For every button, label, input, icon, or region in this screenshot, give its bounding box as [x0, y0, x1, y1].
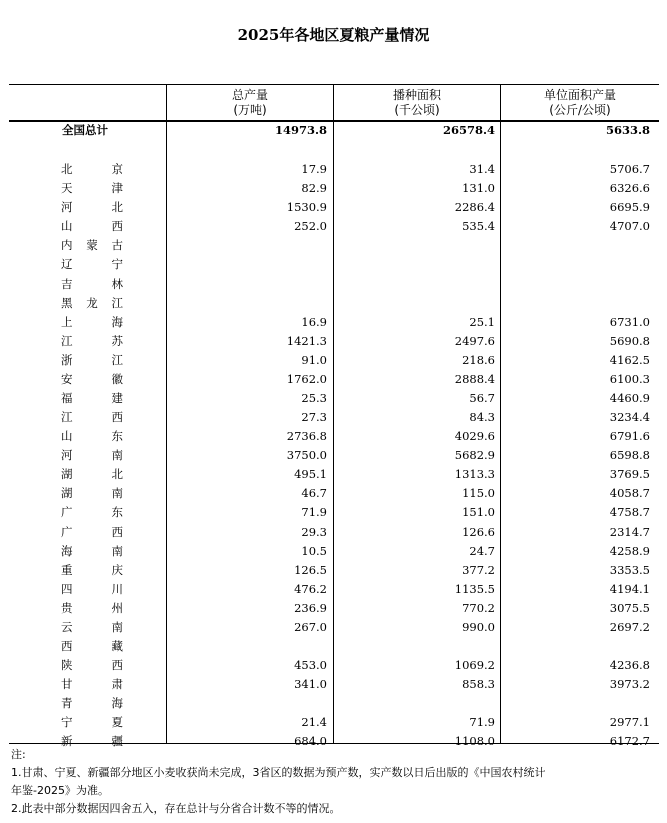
region-name-char: 重 — [61, 562, 73, 577]
table-row — [9, 427, 659, 446]
region-name — [61, 599, 123, 618]
region-name-char: 苏 — [111, 333, 123, 348]
area-cell: 1313.3 — [454, 467, 495, 482]
area-cell: 126.6 — [462, 524, 495, 539]
region-name-char: 吉 — [61, 276, 73, 291]
area-cell: 24.7 — [469, 543, 495, 558]
region-name-char: 山 — [61, 219, 73, 234]
table-row — [9, 255, 659, 274]
region-name-char: 疆 — [111, 734, 123, 749]
area-cell: 377.2 — [462, 562, 495, 577]
area-cell: 858.3 — [462, 677, 495, 692]
note-line: 年鉴-2025》为准。 — [11, 784, 109, 797]
region-name — [61, 713, 123, 732]
region-name — [61, 637, 123, 656]
table-row — [9, 523, 659, 542]
output-cell: 27.3 — [301, 410, 327, 424]
table-row — [9, 484, 659, 503]
yield-cell: 4236.8 — [609, 658, 650, 673]
note-line: 2.此表中部分数据因四舍五入，存在总计与分省合计数不等的情况。 — [11, 802, 341, 815]
region-name — [61, 427, 123, 446]
region-name-char: 西 — [111, 524, 123, 539]
header-yield-unit: (公斤/公顷) — [549, 103, 611, 117]
region-name-char: 辽 — [61, 257, 73, 272]
region-name-char: 江 — [111, 352, 123, 367]
total-area: 26578.4 — [442, 123, 495, 137]
region-name-char: 京 — [111, 162, 123, 176]
area-cell: 1108.0 — [454, 734, 495, 749]
yield-cell: 2977.1 — [609, 715, 650, 730]
region-name — [61, 332, 123, 351]
output-cell: 684.0 — [294, 734, 327, 749]
table-row — [9, 561, 659, 580]
region-name-char: 广 — [61, 524, 73, 539]
region-name-char: 内 — [61, 238, 73, 253]
table-row — [9, 370, 659, 389]
region-name-char: 西 — [111, 658, 123, 673]
region-name-char: 北 — [111, 200, 123, 215]
region-name — [61, 236, 123, 255]
area-cell: 535.4 — [462, 219, 495, 234]
header-yield-label: 单位面积产量 — [543, 88, 616, 102]
note-line: 1.甘肃、宁夏、新疆部分地区小麦收获尚未完成，3省区的数据为预产数，实产数以日后出版的《中国农村统计 — [11, 766, 546, 779]
total-label: 全国总计 — [62, 123, 108, 137]
output-cell: 82.9 — [301, 181, 327, 196]
region-name-char: 黑 — [61, 295, 73, 310]
region-name-char: 江 — [61, 410, 73, 424]
table-row — [9, 236, 659, 255]
region-name-char: 龙 — [86, 295, 98, 310]
region-name-char: 云 — [61, 619, 73, 634]
output-cell: 126.5 — [294, 562, 327, 577]
output-cell: 3750.0 — [286, 448, 327, 463]
table-row — [9, 160, 659, 179]
yield-cell: 3769.5 — [609, 467, 650, 482]
region-name — [61, 656, 123, 675]
region-name-char: 江 — [111, 295, 123, 310]
area-cell: 151.0 — [462, 505, 495, 520]
table-row — [9, 275, 659, 294]
region-name-char: 州 — [111, 600, 123, 615]
yield-cell: 3973.2 — [609, 677, 650, 692]
table-row — [9, 179, 659, 198]
table-row — [9, 580, 659, 599]
yield-cell: 5690.8 — [609, 333, 650, 348]
yield-cell: 6731.0 — [609, 314, 650, 329]
table-row — [9, 351, 659, 370]
output-cell: 91.0 — [301, 352, 327, 367]
area-cell: 770.2 — [462, 600, 495, 615]
region-name — [61, 198, 123, 217]
table-row — [9, 313, 659, 332]
region-name-char: 西 — [61, 639, 73, 653]
table-row — [9, 599, 659, 618]
region-name — [61, 160, 123, 179]
yield-cell: 2314.7 — [609, 524, 650, 539]
region-name-char: 北 — [61, 162, 73, 176]
region-name-char: 河 — [61, 448, 73, 463]
region-name-char: 蒙 — [86, 238, 98, 253]
region-name-char: 甘 — [61, 677, 73, 692]
output-cell: 1530.9 — [286, 200, 327, 215]
region-name — [61, 618, 123, 637]
area-cell: 1135.5 — [454, 581, 495, 596]
output-cell: 2736.8 — [286, 429, 327, 444]
region-name-char: 河 — [61, 200, 73, 215]
table-row — [9, 694, 659, 713]
region-name — [61, 275, 123, 294]
output-cell: 1762.0 — [286, 371, 327, 386]
region-name-char: 川 — [111, 581, 123, 596]
region-name-char: 肃 — [111, 677, 123, 692]
yield-cell: 4460.9 — [609, 391, 650, 405]
table-title: 2025年各地区夏粮产量情况 — [237, 26, 430, 44]
region-name-char: 藏 — [111, 639, 123, 653]
header-area-unit: (千公顷) — [394, 103, 440, 117]
total-row — [9, 121, 659, 140]
area-cell: 5682.9 — [454, 448, 495, 463]
yield-cell: 6598.8 — [609, 448, 650, 463]
region-name-char: 徽 — [111, 371, 123, 386]
area-cell: 990.0 — [462, 619, 495, 634]
area-cell: 1069.2 — [454, 658, 495, 673]
region-name — [61, 675, 123, 694]
header-output-unit: (万吨) — [233, 103, 267, 117]
region-name-char: 贵 — [61, 600, 73, 615]
region-name — [61, 408, 123, 427]
region-name-char: 西 — [111, 410, 123, 424]
region-name — [61, 351, 123, 370]
region-name — [61, 255, 123, 274]
region-name — [61, 694, 123, 713]
output-cell: 495.1 — [294, 467, 327, 482]
output-cell: 21.4 — [301, 715, 327, 730]
table-row — [9, 542, 659, 561]
region-name-char: 青 — [61, 696, 73, 711]
footnotes — [11, 746, 656, 818]
total-yield: 5633.8 — [605, 123, 650, 137]
region-name-char: 山 — [61, 429, 73, 444]
table-row — [9, 637, 659, 656]
region-name-char: 东 — [111, 429, 123, 444]
area-cell: 2497.6 — [454, 333, 495, 348]
region-name-char: 建 — [111, 391, 123, 405]
region-name-char: 湖 — [61, 467, 73, 482]
area-cell: 31.4 — [469, 162, 495, 176]
area-cell: 56.7 — [469, 391, 495, 405]
area-cell: 218.6 — [462, 352, 495, 367]
region-name-char: 古 — [111, 238, 123, 253]
total-output: 14973.8 — [274, 123, 327, 137]
region-name-char: 海 — [111, 696, 123, 711]
table-row — [9, 408, 659, 427]
output-cell: 17.9 — [301, 162, 327, 176]
header-area — [334, 88, 500, 118]
region-name-char: 南 — [111, 543, 123, 558]
output-cell: 10.5 — [301, 543, 327, 558]
region-name — [61, 179, 123, 198]
yield-cell: 6100.3 — [609, 371, 650, 386]
region-name-char: 宁 — [61, 715, 73, 730]
region-name-char: 西 — [111, 219, 123, 234]
area-cell: 2888.4 — [454, 371, 495, 386]
output-cell: 16.9 — [301, 314, 327, 329]
table-row — [9, 618, 659, 637]
table-row — [9, 332, 659, 351]
output-cell: 341.0 — [294, 677, 327, 692]
region-name-char: 江 — [61, 333, 73, 348]
region-name — [61, 294, 123, 313]
header-yield — [501, 88, 659, 118]
table-row — [9, 465, 659, 484]
table-row — [9, 503, 659, 522]
table-row — [9, 446, 659, 465]
region-name-char: 广 — [61, 505, 73, 520]
output-cell: 236.9 — [294, 600, 327, 615]
area-cell: 71.9 — [469, 715, 495, 730]
output-cell: 25.3 — [301, 391, 327, 405]
region-name-char: 津 — [111, 181, 123, 196]
region-name-char: 湖 — [61, 486, 73, 501]
region-name-char: 海 — [111, 314, 123, 329]
table-row — [9, 217, 659, 236]
yield-cell: 6172.7 — [609, 734, 650, 749]
table-row — [9, 294, 659, 313]
region-name-char: 浙 — [61, 352, 73, 367]
region-name-char: 南 — [111, 448, 123, 463]
region-name-char: 上 — [61, 314, 73, 329]
header-area-label: 播种面积 — [392, 88, 441, 102]
region-name — [61, 217, 123, 236]
region-name-char: 北 — [111, 467, 123, 482]
area-cell: 115.0 — [462, 486, 495, 501]
table-row — [9, 713, 659, 732]
region-name-char: 海 — [61, 543, 73, 558]
notes-label: 注: — [11, 748, 26, 761]
region-name — [61, 561, 123, 580]
region-name — [61, 370, 123, 389]
area-cell: 131.0 — [462, 181, 495, 196]
table-row — [9, 675, 659, 694]
region-name-char: 天 — [61, 181, 73, 196]
header-output — [167, 88, 333, 118]
yield-cell: 2697.2 — [609, 619, 650, 634]
output-cell: 476.2 — [294, 581, 327, 596]
region-name-char: 新 — [61, 734, 73, 749]
region-name — [61, 484, 123, 503]
yield-cell: 4707.0 — [609, 219, 650, 234]
region-name-char: 东 — [111, 505, 123, 520]
region-name-char: 林 — [111, 276, 123, 291]
region-name — [61, 465, 123, 484]
header-output-label: 总产量 — [231, 88, 268, 102]
output-cell: 1421.3 — [286, 333, 327, 348]
output-cell: 252.0 — [294, 219, 327, 234]
area-cell: 25.1 — [469, 314, 495, 329]
region-name-char: 南 — [111, 619, 123, 634]
region-name — [61, 580, 123, 599]
yield-cell: 3234.4 — [609, 410, 650, 424]
region-name — [61, 446, 123, 465]
output-cell: 71.9 — [301, 505, 327, 520]
region-name-char: 庆 — [111, 562, 123, 577]
region-name-char: 南 — [111, 486, 123, 501]
yield-cell: 6791.6 — [609, 429, 650, 444]
table-row — [9, 389, 659, 408]
region-name — [61, 542, 123, 561]
area-cell: 2286.4 — [454, 200, 495, 215]
yield-cell: 4258.9 — [609, 543, 650, 558]
output-cell: 453.0 — [294, 658, 327, 673]
yield-cell: 5706.7 — [609, 162, 650, 176]
region-name — [61, 389, 123, 408]
region-name-char: 四 — [61, 581, 73, 596]
table-row — [9, 656, 659, 675]
output-cell: 29.3 — [301, 524, 327, 539]
yield-cell: 4058.7 — [609, 486, 650, 501]
yield-cell: 3075.5 — [609, 600, 650, 615]
area-cell: 84.3 — [469, 410, 495, 424]
region-name — [61, 313, 123, 332]
output-cell: 267.0 — [294, 619, 327, 634]
region-name-char: 陕 — [61, 658, 73, 673]
top-rule — [9, 84, 659, 85]
yield-cell: 6326.6 — [609, 181, 650, 196]
output-cell: 46.7 — [301, 486, 327, 501]
region-name-char: 宁 — [111, 257, 123, 272]
region-name-char: 安 — [61, 371, 73, 386]
yield-cell: 6695.9 — [609, 200, 650, 215]
region-name-char: 福 — [61, 391, 73, 405]
area-cell: 4029.6 — [454, 429, 495, 444]
region-name — [61, 503, 123, 522]
yield-cell: 4162.5 — [609, 352, 650, 367]
table-row — [9, 198, 659, 217]
yield-cell: 3353.5 — [609, 562, 650, 577]
region-name-char: 夏 — [111, 715, 123, 730]
region-name — [61, 523, 123, 542]
yield-cell: 4758.7 — [609, 505, 650, 520]
yield-cell: 4194.1 — [609, 581, 650, 596]
